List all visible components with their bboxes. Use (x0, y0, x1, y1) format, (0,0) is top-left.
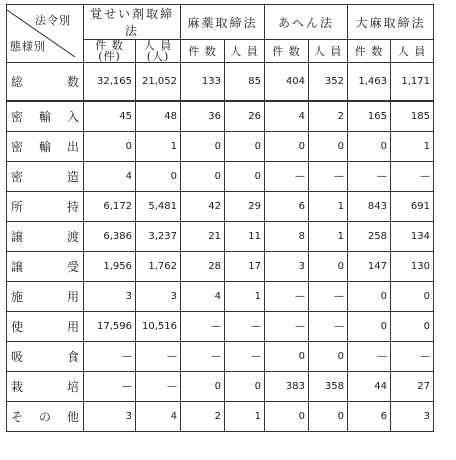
law-axis-label: 法令別 (35, 14, 71, 27)
mode-axis-label: 態様別 (10, 40, 46, 53)
cell-count: 1,956 (84, 252, 136, 282)
cell-count: 6 (265, 192, 309, 222)
cell-persons: 3,237 (136, 222, 181, 252)
cell-count: 6,386 (84, 222, 136, 252)
subheader-persons: 人 員 (397, 44, 427, 58)
cell-count: 8 (265, 222, 309, 252)
cell-count: 0 (181, 372, 225, 402)
law-header-narcotics: 麻薬取締法 (181, 5, 265, 40)
row-label-text: 所 持 (11, 200, 79, 214)
cell-count: 4 (84, 162, 136, 192)
cell-count: 2 (181, 402, 225, 432)
subheader-count: 件 数 (354, 44, 384, 58)
cell-persons: 11 (225, 222, 265, 252)
table-row (7, 402, 434, 432)
cell-count: 0 (348, 312, 391, 342)
cell-persons: 0 (225, 132, 265, 162)
cell-persons: 29 (225, 192, 265, 222)
cell-persons: 0 (309, 252, 348, 282)
cell-persons: — (391, 162, 434, 192)
subheader-count: 件 数 (件) (95, 39, 124, 63)
law-header-opium: あへん法 (265, 5, 348, 40)
cell-persons: 185 (391, 101, 434, 132)
cell-persons: 0 (391, 312, 434, 342)
cell-persons: — (225, 342, 265, 372)
row-label-text: 密 造 (11, 170, 79, 184)
row-label-text: 吸 食 (11, 350, 79, 364)
cell-persons: 1 (225, 282, 265, 312)
row-label-text: 譲 渡 (11, 230, 79, 244)
cell-count: — (84, 342, 136, 372)
cell-count: 3 (84, 402, 136, 432)
cell-persons: 1 (136, 132, 181, 162)
cell-persons: 1 (225, 402, 265, 432)
row-label-text: 総 数 (11, 75, 79, 89)
cell-count: 28 (181, 252, 225, 282)
table-row (7, 312, 434, 342)
cell-count: — (181, 312, 225, 342)
subheader-persons: 人 員 (人) (143, 39, 173, 63)
law-header-stimulants: 覚せい剤取締法 (84, 5, 181, 40)
table-body (7, 63, 434, 432)
cell-count: — (348, 342, 391, 372)
table-row (7, 132, 434, 162)
row-label (7, 372, 84, 402)
cell-count: — (348, 162, 391, 192)
cell-persons: — (225, 312, 265, 342)
cell-persons: 691 (391, 192, 434, 222)
row-label (7, 63, 84, 102)
cell-persons: 1 (391, 132, 434, 162)
table-row (7, 101, 434, 132)
row-label (7, 162, 84, 192)
cell-persons: — (309, 282, 348, 312)
cell-count: — (265, 312, 309, 342)
cell-persons: 358 (309, 372, 348, 402)
cell-count: 6,172 (84, 192, 136, 222)
row-label-text: 密 輸 入 (11, 110, 79, 124)
cell-count: 0 (181, 132, 225, 162)
cell-count: — (265, 282, 309, 312)
cell-persons: 27 (391, 372, 434, 402)
row-label-text: そ の 他 (11, 410, 79, 424)
cell-persons: 1,762 (136, 252, 181, 282)
cell-persons: 0 (225, 162, 265, 192)
cell-count: 32,165 (84, 63, 136, 102)
table-row (7, 63, 434, 102)
table-row (7, 192, 434, 222)
cell-persons: 17 (225, 252, 265, 282)
cell-persons: 48 (136, 101, 181, 132)
cell-count: 17,596 (84, 312, 136, 342)
cell-count: 258 (348, 222, 391, 252)
subheader-count: 件 数 (188, 44, 217, 58)
cell-persons: 0 (309, 342, 348, 372)
cell-count: 21 (181, 222, 225, 252)
drug-offense-table (6, 4, 434, 432)
row-label (7, 192, 84, 222)
cell-persons: — (391, 342, 434, 372)
row-label (7, 282, 84, 312)
cell-count: 6 (348, 402, 391, 432)
cell-count: 42 (181, 192, 225, 222)
cell-count: 0 (265, 342, 309, 372)
cell-persons: — (136, 372, 181, 402)
table-row (7, 342, 434, 372)
cell-count: 165 (348, 101, 391, 132)
cell-persons: 130 (391, 252, 434, 282)
cell-count: — (84, 372, 136, 402)
row-label-text: 譲 受 (11, 260, 79, 274)
row-label-text: 使 用 (11, 320, 79, 334)
cell-persons: 0 (225, 372, 265, 402)
cell-count: 0 (181, 162, 225, 192)
row-label-text: 栽 培 (11, 380, 79, 394)
law-header-cannabis: 大麻取締法 (348, 5, 434, 40)
row-label-text: 施 用 (11, 290, 79, 304)
cell-persons: 4 (136, 402, 181, 432)
cell-persons: 3 (391, 402, 434, 432)
cell-persons: 134 (391, 222, 434, 252)
row-label (7, 402, 84, 432)
cell-count: 36 (181, 101, 225, 132)
cell-count: 843 (348, 192, 391, 222)
cell-persons: 21,052 (136, 63, 181, 102)
row-label (7, 101, 84, 132)
row-label (7, 222, 84, 252)
cell-count: 383 (265, 372, 309, 402)
subheader-persons: 人 員 (313, 44, 343, 58)
table-row (7, 372, 434, 402)
cell-count: 133 (181, 63, 225, 102)
cell-count: 3 (265, 252, 309, 282)
table-row (7, 282, 434, 312)
cell-count: 147 (348, 252, 391, 282)
cell-persons: 85 (225, 63, 265, 102)
cell-persons: — (136, 342, 181, 372)
cell-persons: — (309, 162, 348, 192)
cell-persons: 1 (309, 192, 348, 222)
cell-count: 4 (181, 282, 225, 312)
row-label (7, 342, 84, 372)
subheader-count: 件 数 (272, 44, 301, 58)
cell-count: — (181, 342, 225, 372)
cell-count: 4 (265, 101, 309, 132)
row-label-text: 密 輸 出 (11, 140, 79, 154)
cell-count: 1,463 (348, 63, 391, 102)
cell-persons: 2 (309, 101, 348, 132)
cell-persons: 0 (309, 132, 348, 162)
row-label (7, 252, 84, 282)
cell-persons: 0 (309, 402, 348, 432)
cell-persons: 3 (136, 282, 181, 312)
cell-count: 404 (265, 63, 309, 102)
cell-count: 0 (265, 402, 309, 432)
cell-count: 0 (265, 132, 309, 162)
cell-count: 0 (84, 132, 136, 162)
table-corner-header (7, 5, 84, 63)
cell-persons: 0 (391, 282, 434, 312)
cell-count: 45 (84, 101, 136, 132)
subheader-persons: 人 員 (230, 44, 259, 58)
table-row (7, 252, 434, 282)
cell-persons: 1,171 (391, 63, 434, 102)
row-label (7, 132, 84, 162)
cell-count: 44 (348, 372, 391, 402)
cell-persons: — (309, 312, 348, 342)
cell-persons: 1 (309, 222, 348, 252)
table-row (7, 222, 434, 252)
cell-count: — (265, 162, 309, 192)
table-row (7, 162, 434, 192)
cell-count: 0 (348, 282, 391, 312)
cell-persons: 5,481 (136, 192, 181, 222)
cell-count: 3 (84, 282, 136, 312)
cell-persons: 26 (225, 101, 265, 132)
cell-persons: 10,516 (136, 312, 181, 342)
cell-persons: 352 (309, 63, 348, 102)
cell-persons: 0 (136, 162, 181, 192)
row-label (7, 312, 84, 342)
cell-count: 0 (348, 132, 391, 162)
